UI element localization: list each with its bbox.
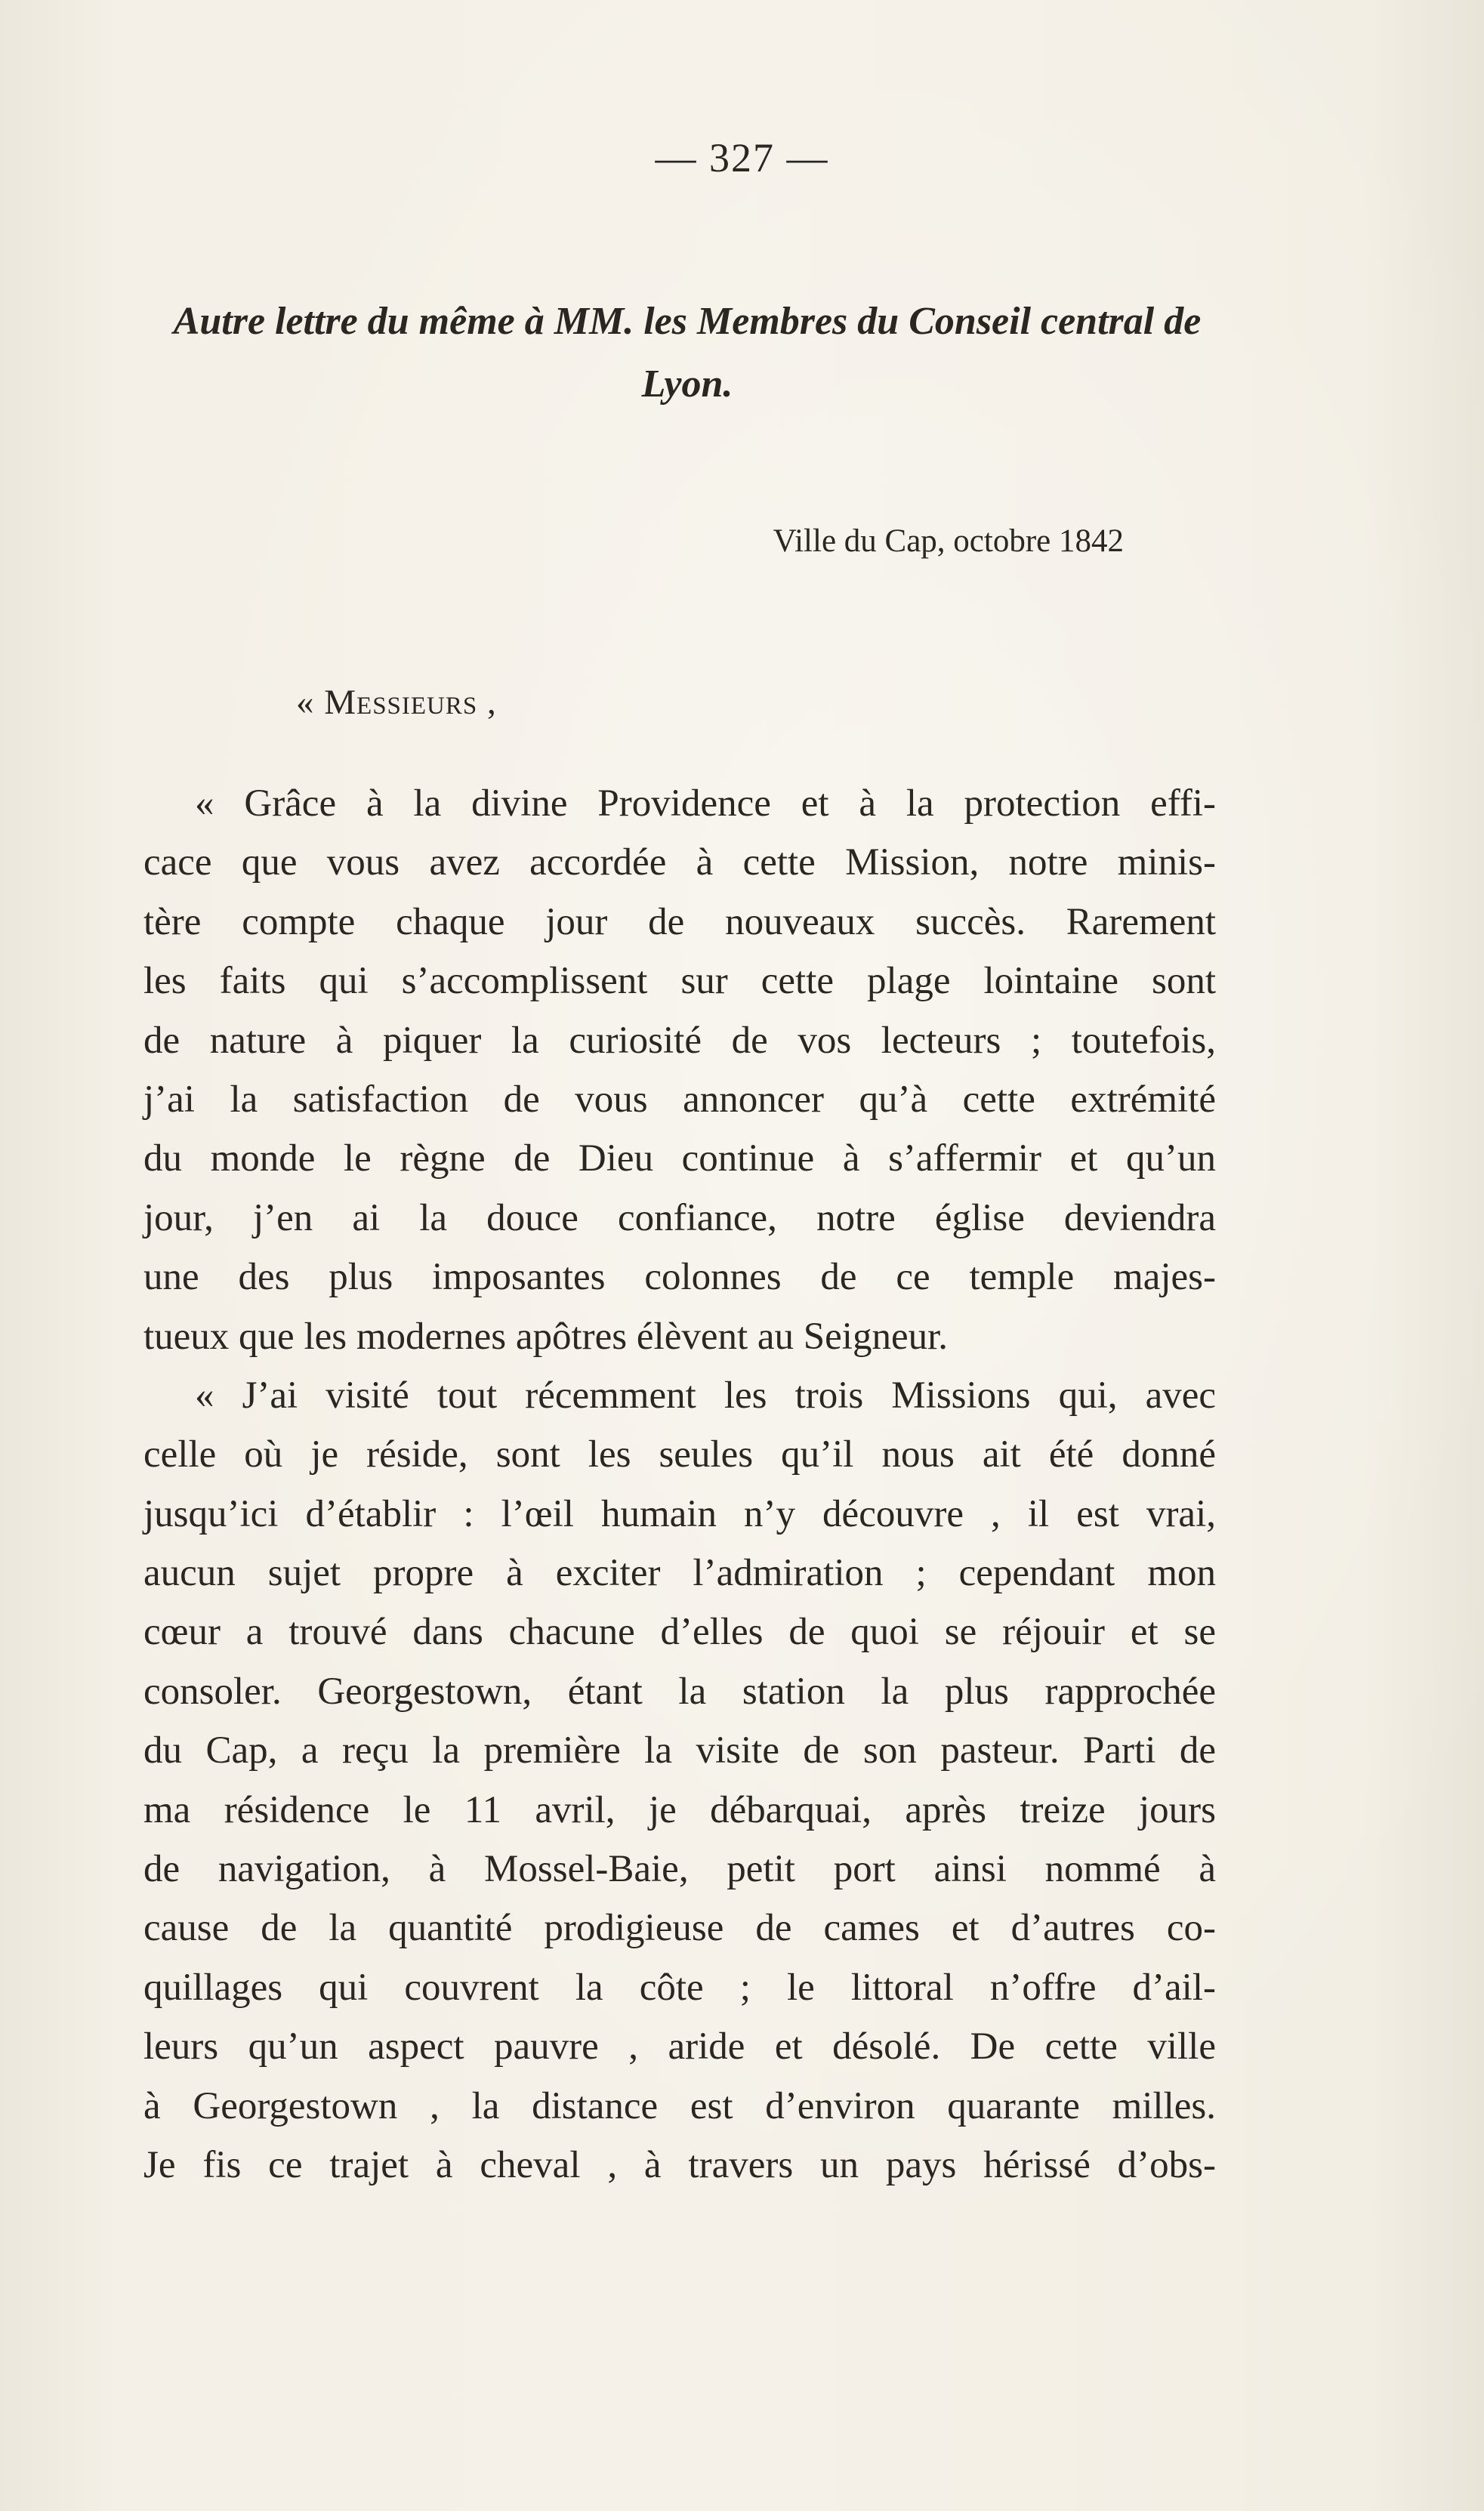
text-line: aucun sujet propre à exciter l’admiration ; cependant mon <box>143 1552 1216 1595</box>
text-line: de navigation, à Mossel-Baie, petit port ainsi nommé à <box>143 1848 1216 1891</box>
dateline: Ville du Cap, octobre 1842 <box>773 523 1124 559</box>
salutation-text: « Messieurs , <box>296 683 497 722</box>
text-line: « Grâce à la divine Providence et à la protection effi- <box>195 782 1216 825</box>
text-line: leurs qu’un aspect pauvre , aride et désolé. De cette ville <box>143 2025 1216 2068</box>
text-line: de nature à piquer la curiosité de vos lecteurs ; toutefois, <box>143 1019 1216 1062</box>
text-line: tueux que les modernes apôtres élèvent au Seigneur. <box>143 1315 948 1358</box>
text-line: du monde le règne de Dieu continue à s’affermir et qu’un <box>143 1137 1216 1180</box>
letter-heading: Autre lettre du même à MM. les Membres du Conseil central de Lyon. <box>173 300 1202 406</box>
letter-body <box>143 774 1216 2195</box>
text-line: celle où je réside, sont les seules qu’il nous ait été donné <box>143 1433 1216 1476</box>
text-line: cœur a trouvé dans chacune d’elles de quoi se réjouir et se <box>143 1611 1216 1654</box>
text-line: consoler. Georgestown, étant la station la plus rapprochée <box>143 1670 1216 1713</box>
text-line: j’ai la satisfaction de vous annoncer qu’à cette extrémité <box>143 1078 1216 1121</box>
text-line: du Cap, a reçu la première la visite de son pasteur. Parti de <box>143 1729 1216 1772</box>
text-line: cause de la quantité prodigieuse de cames et d’autres co- <box>143 1907 1216 1950</box>
text-line: quillages qui couvrent la côte ; le littoral n’offre d’ail- <box>143 1966 1216 2009</box>
text-line: à Georgestown , la distance est d’environ quarante milles. <box>143 2084 1216 2127</box>
text-line: Je fis ce trajet à cheval , à travers un pays hérissé d’obs- <box>143 2143 1216 2186</box>
salutation <box>296 682 497 723</box>
page-number-header: — 327 — <box>655 135 829 180</box>
text-line: ma résidence le 11 avril, je débarquai, après treize jours <box>143 1788 1216 1831</box>
text-line: tère compte chaque jour de nouveaux succès. Rarement <box>143 900 1216 943</box>
text-line: jour, j’en ai la douce confiance, notre église deviendra <box>143 1196 1216 1239</box>
text-line: une des plus imposantes colonnes de ce temple majes- <box>143 1256 1216 1299</box>
text-line: cace que vous avez accordée à cette Mission, notre minis- <box>143 841 1216 884</box>
text-line: les faits qui s’accomplissent sur cette plage lointaine sont <box>143 960 1216 1003</box>
text-line: jusqu’ici d’établir : l’œil humain n’y découvre , il est vrai, <box>143 1492 1216 1535</box>
text-line: « J’ai visité tout récemment les trois Missions qui, avec <box>195 1374 1216 1417</box>
